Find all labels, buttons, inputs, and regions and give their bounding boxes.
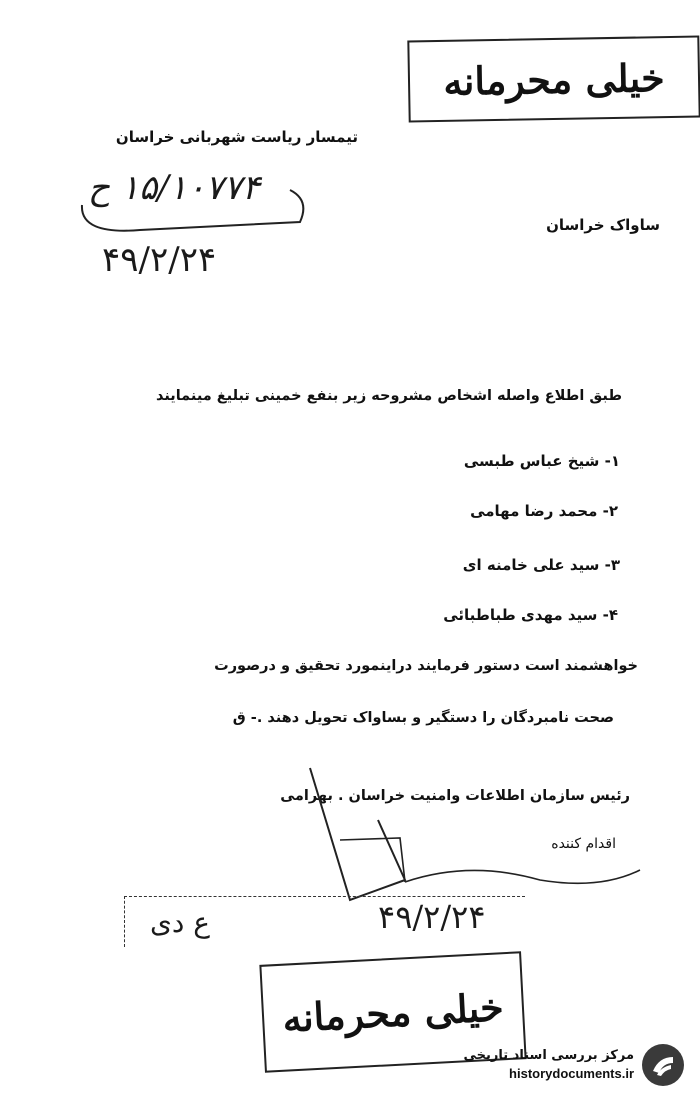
reference-number: ۱۵/۱۰۷۷۴ ح — [88, 168, 261, 208]
book-icon — [642, 1044, 684, 1086]
stamp-top-text: خیلی محرمانه — [443, 54, 665, 104]
curve-mark — [405, 870, 640, 883]
archive-logo-text — [464, 1047, 635, 1083]
archive-name: مرکز بررسی اسناد تاریخی — [463, 1048, 634, 1063]
list-item: ۳- سید علی خامنه ای — [462, 556, 620, 574]
recipient-line: تیمسار ریاست شهربانی خراسان — [115, 128, 358, 146]
bracket-mark — [340, 838, 405, 882]
action-taker-label: اقدام کننده — [551, 836, 616, 852]
stamp-bottom-text: خیلی محرمانه — [281, 983, 505, 1041]
bottom-date: ۴۹/۲/۲۴ — [378, 898, 486, 936]
signature-line: رئیس سازمان اطلاعات وامنیت خراسان . بهرامی — [280, 788, 630, 804]
to-line: ساواک خراسان — [546, 216, 660, 234]
list-item: ۱- شیخ عباس طبسی — [463, 452, 620, 470]
intro-text: طبق اطلاع واصله اشخاص مشروحه زیر بنفع خمینی تبلیغ مینمایند — [156, 388, 622, 404]
archive-logo — [464, 1042, 685, 1088]
reference-date: ۴۹/۲/۲۴ — [102, 240, 217, 280]
list-item: ۲- محمد رضا مهامی — [470, 502, 618, 520]
request-paragraph-line-2: صحت نامبردگان را دستگیر و بساواک تحویل دهند .- ق — [232, 710, 614, 726]
list-item: ۴- سید مهدی طباطبائی — [443, 606, 618, 624]
bottom-handwriting: ع دی — [150, 906, 210, 939]
request-paragraph-line-1: خواهشمند است دستور فرمایند دراینمورد تحقیق و درصورت — [214, 658, 638, 674]
archive-url: historydocuments.ir — [509, 1066, 634, 1081]
confidential-stamp-top — [407, 35, 700, 122]
